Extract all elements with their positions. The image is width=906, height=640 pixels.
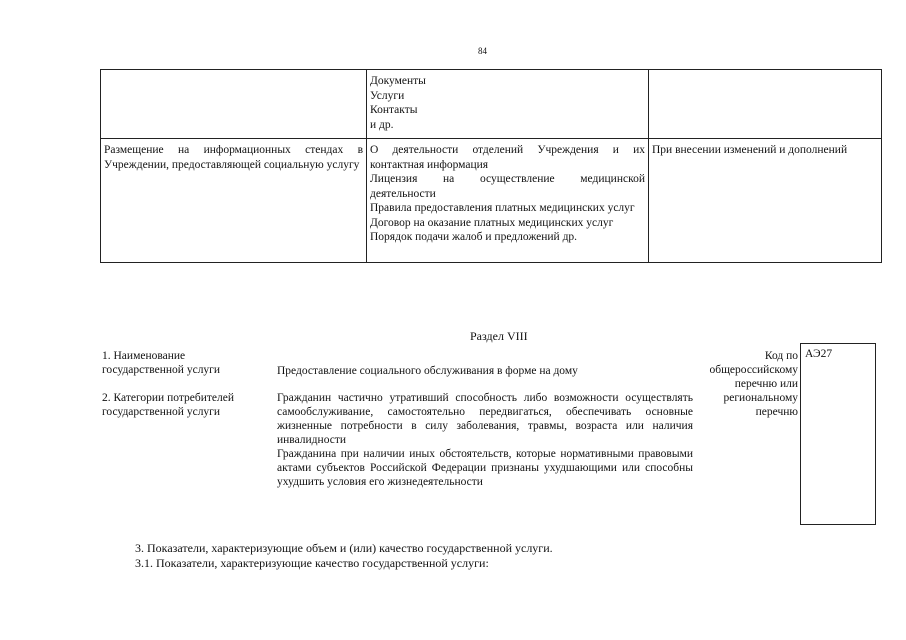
content-line: Контакты	[370, 104, 418, 116]
content-line: Документы	[370, 75, 426, 87]
table-cell-method: Размещение на информационных стендах в Учреждении, предоставляющей социальную услугу	[101, 139, 367, 263]
content-line: Договор на оказание платных медицинских услуг	[370, 216, 614, 229]
code-value: АЭ27	[805, 348, 833, 360]
quality-indicators-heading: 3.1. Показатели, характеризующие качество государственной услуги:	[135, 556, 489, 570]
page-number: 84	[478, 46, 487, 56]
table-row	[101, 70, 882, 139]
category-item: Гражданина при наличии иных обстоятельств, которые нормативными правовыми актами субъектов Российской Федерации признаны ухудшающими или способны ухудшить условия его жизнедеятельности	[277, 448, 693, 488]
content-line: О деятельности отделений Учреждения и их контактная информация	[370, 144, 645, 171]
categories-values	[277, 391, 693, 489]
code-box	[800, 343, 876, 525]
content-line: Лицензия на осуществление медицинской деятельности	[370, 173, 645, 200]
section-title: Раздел VIII	[470, 329, 528, 343]
service-name-label: 1. Наименование государственной услуги	[102, 350, 221, 376]
content-line: Правила предоставления платных медицинских услуг	[370, 202, 635, 214]
table-cell-content	[367, 139, 649, 263]
content-line: и др.	[370, 118, 394, 131]
service-name-value: Предоставление социального обслуживания в форме на дому	[277, 365, 578, 377]
content-line: Услуги	[370, 89, 405, 102]
table-cell-method	[101, 70, 367, 139]
category-item: Гражданин частично утративший способность либо возможности осуществлять самообслуживание, самостоятельно передвигаться, обеспечивать основные жизненные потребности в силу заболевания, травмы, возраста или наличия инвалидности	[277, 392, 693, 446]
table-cell-content	[367, 70, 649, 139]
code-label: Код по общероссийскому перечню или региональному перечню	[709, 350, 798, 418]
info-placement-table	[100, 69, 882, 263]
table-cell-frequency	[649, 70, 882, 139]
categories-label: 2. Категории потребителей государственной услуги	[102, 392, 234, 418]
table-cell-frequency: При внесении изменений и дополнений	[649, 139, 882, 263]
indicators-heading: 3. Показатели, характеризующие объем и (или) качество государственной услуги.	[135, 541, 553, 555]
table-row	[101, 139, 882, 263]
content-line: Порядок подачи жалоб и предложений др.	[370, 231, 578, 243]
